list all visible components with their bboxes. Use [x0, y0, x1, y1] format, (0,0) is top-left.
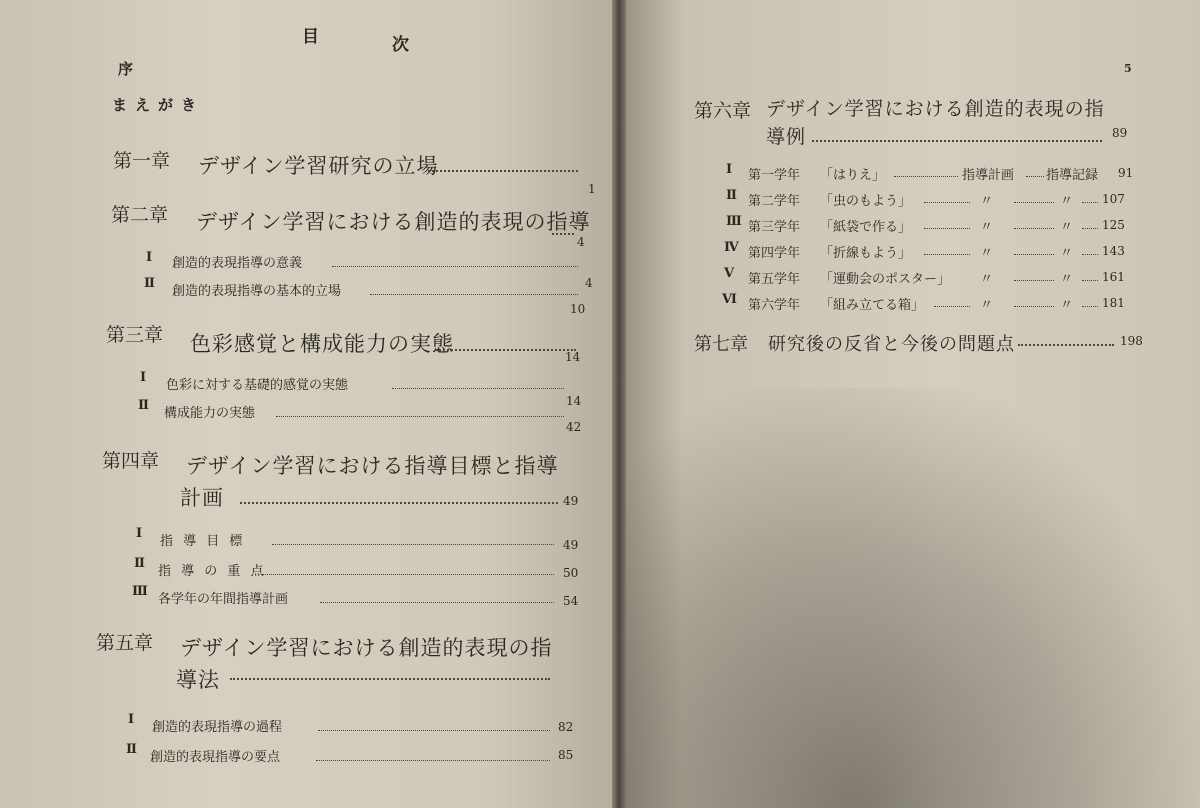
section-6-3-page: 125	[1102, 218, 1125, 232]
section-5-2-title: 創造的表現指導の要点	[150, 750, 281, 765]
section-6-4-grade: 第四学年	[748, 246, 801, 261]
section-6-2-page: 107	[1102, 192, 1125, 206]
dot-leader	[552, 233, 574, 235]
section-6-2-num: Ⅱ	[726, 188, 737, 203]
section-2-2-page: 10	[570, 302, 586, 316]
chapter-7-label: 第七章	[694, 334, 748, 355]
section-6-5-grade: 第五学年	[748, 272, 801, 287]
chapter-3-label: 第三章	[106, 324, 164, 346]
chapter-4-title-line2: 計画	[180, 486, 224, 510]
section-4-3-num: Ⅲ	[132, 584, 148, 599]
section-6-3-num: Ⅲ	[726, 214, 742, 229]
section-5-2-num: Ⅱ	[126, 742, 137, 757]
chapter-3-title: 色彩感覚と構成能力の実態	[190, 332, 454, 356]
section-2-1-num: Ⅰ	[146, 250, 153, 265]
dot-leader	[1082, 306, 1098, 307]
toc-heading-left: 目	[302, 27, 319, 47]
dot-leader	[924, 228, 970, 229]
section-6-5-record: 〃	[1060, 272, 1074, 287]
chapter-2-title: デザイン学習における創造的表現の指導	[196, 210, 591, 234]
section-2-2-num: Ⅱ	[144, 276, 155, 291]
dot-leader	[230, 678, 550, 680]
section-3-2-num: Ⅱ	[138, 398, 149, 413]
dot-leader	[318, 730, 550, 731]
section-6-4-title: 「折線もよう」	[820, 246, 912, 261]
section-4-1-num: Ⅰ	[136, 526, 143, 541]
chapter-7-page: 198	[1120, 334, 1143, 348]
section-6-2-grade: 第二学年	[748, 194, 801, 209]
toc-heading-right: 次	[392, 35, 409, 55]
dot-leader	[272, 544, 554, 545]
chapter-3-page: 14	[565, 350, 581, 364]
dot-leader	[1014, 202, 1054, 203]
section-6-3-record: 〃	[1060, 220, 1074, 235]
dot-leader	[924, 202, 970, 203]
section-6-5-page: 161	[1102, 270, 1125, 284]
section-5-2-page: 85	[558, 748, 574, 762]
dot-leader	[262, 574, 554, 575]
dot-leader	[1082, 280, 1098, 281]
front-matter-preface: 序	[118, 60, 136, 78]
section-3-2-title: 構成能力の実態	[164, 406, 256, 421]
section-6-5-plan: 〃	[980, 272, 994, 287]
chapter-6-title-line2: 導例	[766, 126, 807, 148]
chapter-4-title-line1: デザイン学習における指導目標と指導	[186, 454, 559, 478]
chapter-5-title-line1: デザイン学習における創造的表現の指	[180, 636, 553, 660]
dot-leader	[436, 349, 576, 351]
chapter-1-label: 第一章	[113, 150, 171, 172]
chapter-5-title-line2: 導法	[176, 668, 220, 692]
dot-leader	[1014, 280, 1054, 281]
section-6-3-grade: 第三学年	[748, 220, 801, 235]
section-4-1-page: 49	[563, 538, 579, 552]
section-5-1-page: 82	[558, 720, 574, 734]
chapter-1-title: デザイン学習研究の立場	[198, 154, 439, 178]
dot-leader	[924, 254, 970, 255]
section-6-6-page: 181	[1102, 296, 1125, 310]
section-2-1-page: 4	[585, 276, 593, 290]
section-6-1-page: 91	[1118, 166, 1134, 180]
section-4-2-num: Ⅱ	[134, 556, 145, 571]
dot-leader	[894, 176, 958, 177]
section-6-3-title: 「紙袋で作る」	[820, 220, 912, 235]
section-6-1-grade: 第一学年	[748, 168, 801, 183]
chapter-5-label: 第五章	[96, 632, 154, 654]
dot-leader	[332, 266, 578, 267]
dot-leader	[276, 416, 564, 417]
chapter-7-title: 研究後の反省と今後の問題点	[768, 334, 1015, 355]
dot-leader	[1014, 306, 1054, 307]
section-6-6-grade: 第六学年	[748, 298, 801, 313]
chapter-4-label: 第四章	[102, 450, 160, 472]
dot-leader	[934, 306, 970, 307]
dot-leader	[1082, 202, 1098, 203]
dot-leader	[240, 502, 558, 504]
section-6-4-record: 〃	[1060, 246, 1074, 261]
section-6-2-record: 〃	[1060, 194, 1074, 209]
right-page	[626, 0, 1200, 808]
section-4-3-title: 各学年の年間指導計画	[158, 592, 289, 607]
section-6-1-num: Ⅰ	[726, 162, 733, 177]
section-6-3-plan: 〃	[980, 220, 994, 235]
section-3-2-page: 42	[566, 420, 582, 434]
dot-leader	[812, 140, 1102, 142]
section-6-6-plan: 〃	[980, 298, 994, 313]
section-6-6-num: Ⅵ	[722, 292, 737, 307]
section-6-1-title: 「はりえ」	[820, 168, 886, 183]
chapter-6-title-line1: デザイン学習における創造的表現の指	[766, 98, 1105, 120]
section-4-2-page: 50	[563, 566, 579, 580]
chapter-6-label: 第六章	[694, 100, 752, 122]
page-number: 5	[1124, 62, 1132, 75]
section-6-4-plan: 〃	[980, 246, 994, 261]
section-6-5-num: Ⅴ	[724, 266, 735, 281]
dot-leader	[370, 294, 578, 295]
dot-leader	[1082, 254, 1098, 255]
dot-leader	[428, 170, 578, 172]
dot-leader	[316, 760, 550, 761]
section-2-2-title: 創造的表現指導の基本的立場	[172, 284, 342, 299]
front-matter-foreword: まえがき	[112, 96, 205, 114]
section-6-6-title: 「組み立てる箱」	[820, 298, 925, 313]
dot-leader	[1018, 344, 1114, 346]
book-gutter	[612, 0, 626, 808]
section-5-1-num: Ⅰ	[128, 712, 135, 727]
section-3-1-title: 色彩に対する基礎的感覚の実態	[166, 378, 349, 393]
section-5-1-title: 創造的表現指導の過程	[152, 720, 283, 735]
section-3-1-page: 14	[566, 394, 582, 408]
dot-leader	[392, 388, 564, 389]
dot-leader	[1026, 176, 1044, 177]
section-3-1-num: Ⅰ	[140, 370, 147, 385]
chapter-6-page: 89	[1112, 126, 1128, 140]
chapter-2-page: 4	[577, 235, 585, 249]
section-6-1-record: 指導記録	[1046, 168, 1099, 183]
section-6-4-num: Ⅳ	[724, 240, 739, 255]
section-6-1-plan: 指導計画	[962, 168, 1015, 183]
section-6-2-title: 「虫のもよう」	[820, 194, 912, 209]
dot-leader	[1082, 228, 1098, 229]
section-6-6-record: 〃	[1060, 298, 1074, 313]
section-4-3-page: 54	[563, 594, 579, 608]
section-6-2-plan: 〃	[980, 194, 994, 209]
section-4-1-title: 指 導 目 標	[160, 534, 246, 549]
section-6-5-title: 「運動会のポスター」	[820, 272, 951, 287]
chapter-4-page: 49	[563, 494, 579, 508]
dot-leader	[320, 602, 554, 603]
dot-leader	[1014, 228, 1054, 229]
section-2-1-title: 創造的表現指導の意義	[172, 256, 303, 271]
section-6-4-page: 143	[1102, 244, 1125, 258]
dot-leader	[1014, 254, 1054, 255]
chapter-2-label: 第二章	[111, 204, 169, 226]
section-4-2-title: 指 導 の 重 点	[158, 564, 267, 579]
chapter-1-page: 1	[588, 182, 596, 196]
